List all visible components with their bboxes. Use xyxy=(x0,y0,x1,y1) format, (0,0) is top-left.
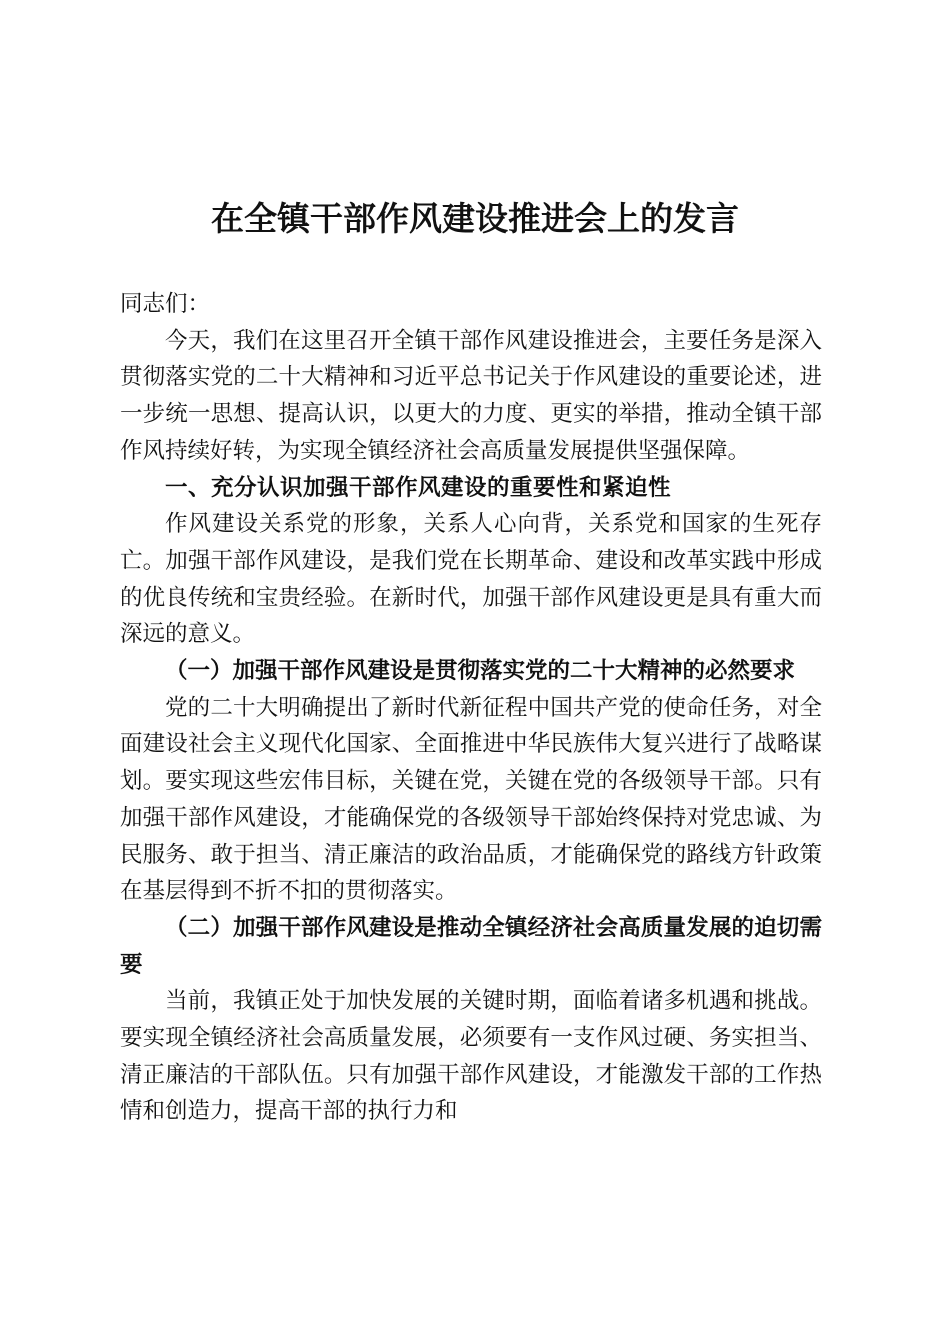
document-title: 在全镇干部作风建设推进会上的发言 xyxy=(211,199,739,238)
paragraph-intro: 今天，我们在这里召开全镇干部作风建设推进会，主要任务是深入贯彻落实党的二十大精神和习近平总书记关于作风建设的重要论述，进一步统一思想、提高认识，以更大的力度、更实的举措，推动全镇干部作风持续好转，为实现全镇经济社会高质量发展提供坚强保障。 xyxy=(120,327,822,464)
paragraph-subsection-1: 党的二十大明确提出了新时代新征程中国共产党的使命任务，对全面建设社会主义现代化国家、全面推进中华民族伟大复兴进行了战略谋划。要实现这些宏伟目标，关键在党，关键在党的各级领导干部。只有加强干部作风建设，才能确保党的各级领导干部始终保持对党忠诚、为民服务、敢于担当、清正廉洁的政治品质，才能确保党的路线方针政策在基层得到不折不扣的贯彻落实。 xyxy=(120,694,822,905)
paragraph-section-1: 作风建设关系党的形象，关系人心向背，关系党和国家的生死存亡。加强干部作风建设，是我们党在长期革命、建设和改革实践中形成的优良传统和宝贵经验。在新时代，加强干部作风建设更是具有重大而深远的意义。 xyxy=(120,511,822,648)
paragraph-subsection-2: 当前，我镇正处于加快发展的关键时期，面临着诸多机遇和挑战。要实现全镇经济社会高质量发展，必须要有一支作风过硬、务实担当、清正廉洁的干部队伍。只有加强干部作风建设，才能激发干部的工作热情和创造力，提高干部的执行力和 xyxy=(120,988,822,1125)
document-body xyxy=(120,286,822,1130)
subsection-heading-2: （二）加强干部作风建设是推动全镇经济社会高质量发展的迫切需要 xyxy=(120,914,822,978)
salutation: 同志们： xyxy=(120,291,211,317)
subsection-heading-1: （一）加强干部作风建设是贯彻落实党的二十大精神的必然要求 xyxy=(165,658,796,685)
section-heading-1: 一、充分认识加强干部作风建设的重要性和紧迫性 xyxy=(165,474,672,501)
